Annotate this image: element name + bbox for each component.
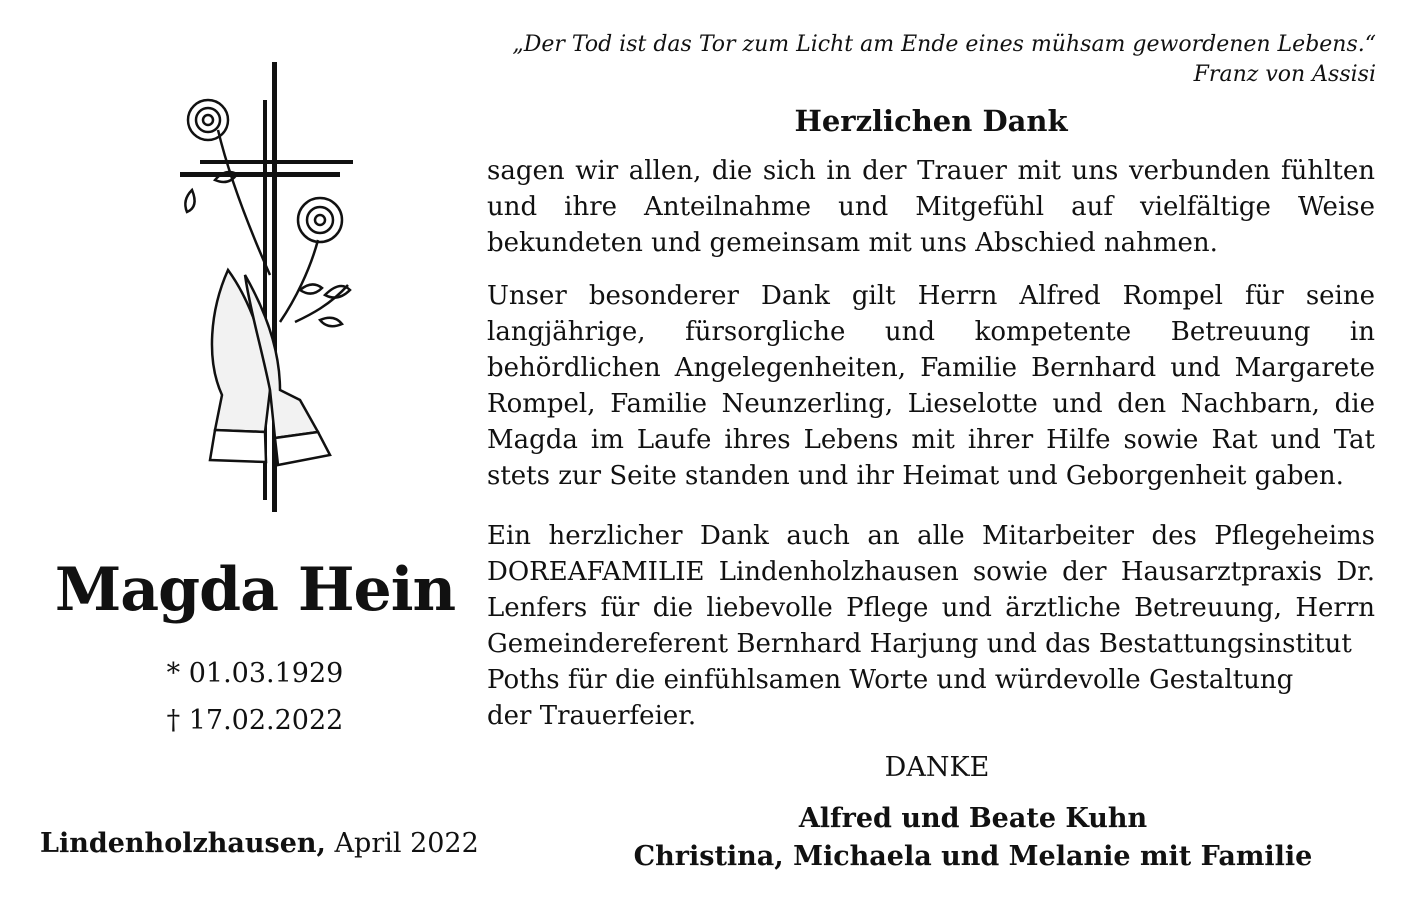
life-dates	[40, 650, 470, 744]
notice-date: April 2022	[325, 828, 479, 859]
thanks-paragraph-3	[487, 518, 1375, 734]
thanks-paragraph-3-line-b: der Trauerfeier.	[487, 701, 697, 731]
quote-text: „Der Tod ist das Tor zum Licht am Ende eines mühsam gewordenen Lebens.“	[512, 32, 1376, 57]
thanks-paragraph-1: sagen wir allen, die sich in der Trauer mit uns verbunden fühlten und ihre Anteilnahme und Mitgefühl auf vielfältige Weise bekundeten und gemeinsam mit uns Abschied nahmen.	[487, 156, 1375, 258]
thanks-paragraph-3-body: Ein herzlicher Dank auch an alle Mitarbeiter des Pflegeheims DOREAFAMILIE Lindenholzhausen sowie der Hausarztpraxis Dr. Lenfers für die liebevolle Pflege und ärztliche Betreuung, Herrn Gemeindereferent Bernhard Harjung und das Bestattungsinstitut	[487, 521, 1375, 659]
signers-block	[487, 800, 1414, 876]
death-date: † 17.02.2022	[166, 705, 344, 736]
place-and-date	[40, 828, 480, 859]
quote-author: Franz von Assisi	[1193, 62, 1376, 87]
praying-hands-icon	[210, 270, 330, 465]
deceased-name: Magda Hein	[54, 555, 456, 625]
memorial-emblem	[170, 60, 370, 515]
thanks-paragraph-3-line-a: Poths für die einfühlsamen Worte und würdevolle Gestaltung	[487, 665, 1294, 695]
thanks-heading: Herzlichen Dank	[794, 104, 1068, 138]
place-name: Lindenholzhausen,	[40, 828, 326, 859]
roses-icon	[185, 100, 350, 326]
signer-line: Christina, Michaela und Melanie mit Familie	[633, 841, 1313, 872]
quote-block	[476, 30, 1376, 90]
closing-word: DANKE	[884, 752, 990, 783]
thanks-paragraph-2: Unser besonderer Dank gilt Herrn Alfred Rompel für seine langjährige, fürsorgliche und kompetente Betreuung in behördlichen Angelegenheiten, Familie Bernhard und Margarete Rompel, Familie Neunzerling, Lieselotte und den Nachbarn, die Magda im Laufe ihres Lebens mit ihrer Hilfe sowie Rat und Tat stets zur Seite standen und ihr Heimat und Geborgenheit gaben.	[487, 281, 1375, 491]
signer-line: Alfred und Beate Kuhn	[798, 803, 1148, 834]
birth-date: * 01.03.1929	[166, 658, 344, 689]
